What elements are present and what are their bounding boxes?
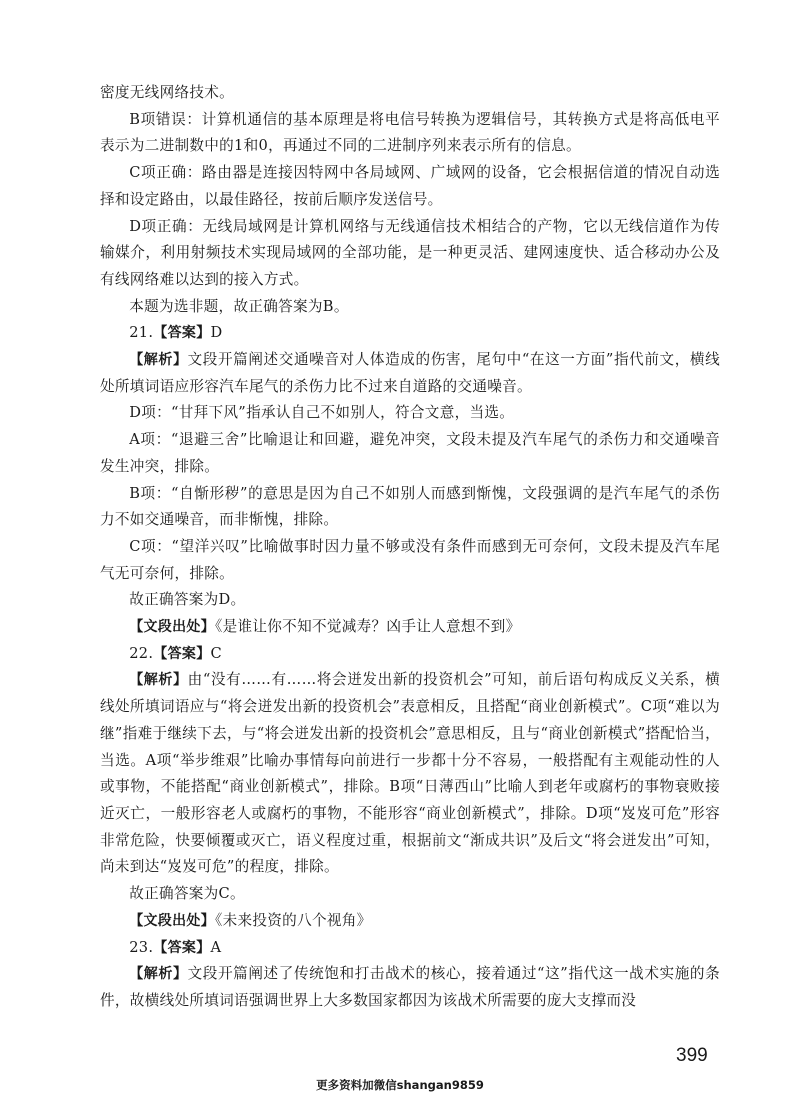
question-number: 22. <box>129 644 154 662</box>
question-number: 23. <box>129 938 154 956</box>
answer-value: D <box>210 324 223 342</box>
footer-note: 更多资料加微信shangan9859 <box>316 1078 484 1092</box>
source-label: 【文段出处】 <box>129 619 215 636</box>
paragraph: C项：“望洋兴叹”比喻做事时因力量不够或没有条件而感到无可奈何，文段未提及汽车尾气无可奈何，排除。 <box>100 537 720 582</box>
source-text: 《是谁让你不知不觉减寿？凶手让人意想不到》 <box>215 618 521 636</box>
answer-label: 【答案】 <box>153 325 211 342</box>
paragraph: B项错误：计算机通信的基本原理是将电信号转换为逻辑信号，其转换方式是将高低电平表示为二进制数中的1和0，再通过不同的二进制序列来表示所有的信息。 <box>100 110 720 155</box>
analysis-label: 【解析】 <box>129 352 188 369</box>
answer-line-22 <box>100 641 720 668</box>
question-number: 21. <box>129 324 154 342</box>
source-text: 《未来投资的八个视角》 <box>215 911 372 929</box>
analysis-paragraph <box>100 961 720 1014</box>
source-paragraph <box>100 908 720 935</box>
source-label: 【文段出处】 <box>129 912 215 929</box>
answer-label: 【答案】 <box>153 939 211 956</box>
analysis-paragraph <box>100 667 720 881</box>
analysis-text: 文段开篇阐述交通噪音对人体造成的伤害，尾句中“在这一方面”指代前文，横线处所填词语应形容汽车尾气的杀伤力比不过来自道路的交通噪音。 <box>100 351 720 395</box>
page-body <box>100 80 720 1015</box>
analysis-label: 【解析】 <box>129 966 188 983</box>
paragraph: D项正确：无线局域网是计算机网络与无线通信技术相结合的产物，它以无线信道作为传输媒介，利用射频技术实现局域网的全部功能，是一种更灵活、建网速度快、适合移动办公及有线网络难以达到的接入方式。 <box>100 217 720 288</box>
paragraph: D项：“甘拜下风”指承认自己不如别人，符合文意，当选。 <box>129 404 515 422</box>
paragraph: 故正确答案为D。 <box>129 591 246 609</box>
answer-label: 【答案】 <box>153 645 211 662</box>
analysis-text: 文段开篇阐述了传统饱和打击战术的核心，接着通过“这”指代这一战术实施的条件，故横线处所填词语强调世界上大多数国家都因为该战术所需要的庞大支撑而没 <box>100 965 720 1009</box>
paragraph: 密度无线网络技术。 <box>100 84 235 101</box>
paragraph: A项：“退避三舍”比喻退让和回避，避免冲突，文段未提及汽车尾气的杀伤力和交通噪音发生冲突，排除。 <box>100 431 720 475</box>
answer-value: A <box>210 938 222 956</box>
paragraph: B项：“自惭形秽”的意思是因为自己不如别人而感到惭愧，文段强调的是汽车尾气的杀伤力不如交通噪音，而非惭愧，排除。 <box>100 484 720 529</box>
paragraph: C项正确：路由器是连接因特网中各局域网、广域网的设备，它会根据信道的情况自动选择和设定路由，以最佳路径，按前后顺序发送信号。 <box>100 164 720 208</box>
page-number: 399 <box>676 1045 708 1066</box>
analysis-paragraph <box>100 347 720 400</box>
paragraph: 本题为选非题，故正确答案为B。 <box>129 297 349 315</box>
answer-value: C <box>210 644 222 662</box>
source-paragraph <box>100 614 720 641</box>
analysis-label: 【解析】 <box>129 672 188 689</box>
analysis-text: 由“没有……有……将会迸发出新的投资机会”可知，前后语句构成反义关系，横线处所填词语应与“将会迸发出新的投资机会”表意相反，且搭配“商业创新模式”。C项“难以为继”指难于继续下去，与“将会迸发出新的投资机会”意思相反，且与“商业创新模式”搭配恰当，当选。A项“举步维艰”比喻办事情每向前进行一步都十分不容易，一般搭配有主观能动性的人或事物，不能搭配“商业创新模式”，排除。B项“日薄西山”比喻人到老年或腐朽的事物衰败接近灭亡，一般形容老人或腐朽的事物，不能形容“商业创新模式”，排除。D项“岌岌可危”形容非常危险，快要倾覆或灭亡，语义程度过重，根据前文“渐成共识”及后文“将会迸发出”可知，尚未到达“岌岌可危”的程度，排除。 <box>100 671 720 876</box>
answer-line-23 <box>100 935 720 962</box>
paragraph: 故正确答案为C。 <box>129 885 245 903</box>
answer-line-21 <box>100 320 720 347</box>
